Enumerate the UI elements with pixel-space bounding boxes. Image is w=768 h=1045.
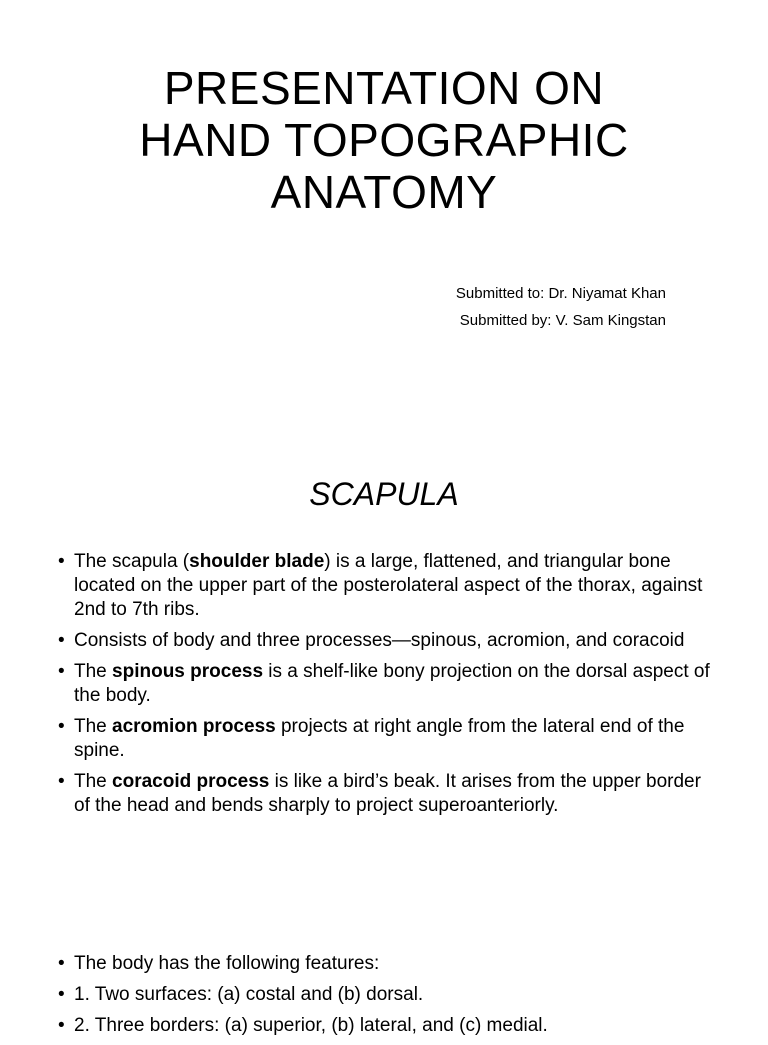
bullet-icon: •: [58, 551, 65, 572]
bullet-item: • The body has the following features:: [58, 953, 380, 974]
bullet-icon: •: [58, 716, 65, 737]
title-line-1: PRESENTATION ON: [163, 62, 605, 114]
submitted-to: Submitted to: Dr. Niyamat Khan: [455, 285, 666, 302]
bullet-icon: •: [58, 630, 65, 651]
bold-term: shoulder blade: [189, 551, 325, 572]
bold-term: acromion process: [112, 716, 276, 737]
bullet-item: • The spinous process is a shelf-like bony projection on the dorsal aspect of the body.: [58, 661, 710, 706]
title-line-3: ANATOMY: [270, 166, 498, 218]
bullet-item: • The coracoid process is like a bird’s beak. It arises from the upper border of the head and bends sharply to project superoanteriorly.: [58, 771, 701, 816]
bullet-list: [56, 550, 716, 825]
bullet-icon: •: [58, 771, 65, 792]
bullet-item: • 2. Three borders: (a) superior, (b) lateral, and (c) medial.: [58, 1015, 548, 1036]
presentation-title: [0, 62, 768, 218]
slide-title: SCAPULA: [309, 476, 459, 512]
bullet-icon: •: [58, 953, 65, 974]
bullet-list: [56, 952, 716, 1045]
bold-term: coracoid process: [112, 771, 270, 792]
bold-term: spinous process: [112, 661, 264, 682]
bullet-item: • Consists of body and three processes—spinous, acromion, and coracoid: [58, 630, 685, 651]
bullet-icon: •: [58, 1015, 65, 1036]
bullet-item: • The acromion process projects at right angle from the lateral end of the spine.: [58, 716, 685, 761]
title-slide: [0, 0, 768, 400]
bullet-item: • 1. Two surfaces: (a) costal and (b) dorsal.: [58, 984, 424, 1005]
body-features-slide: [0, 900, 768, 1036]
bullet-icon: •: [58, 984, 65, 1005]
scapula-slide: [0, 440, 768, 860]
submitted-by: Submitted by: V. Sam Kingstan: [459, 312, 666, 329]
bullet-icon: •: [58, 661, 65, 682]
bullet-item: • The scapula (shoulder blade) is a large, flattened, and triangular bone located on the upper part of the posterolateral aspect of the thorax, against 2nd to 7th ribs.: [58, 551, 703, 620]
title-line-2: HAND TOPOGRAPHIC: [139, 114, 629, 166]
submission-info: [380, 280, 666, 334]
